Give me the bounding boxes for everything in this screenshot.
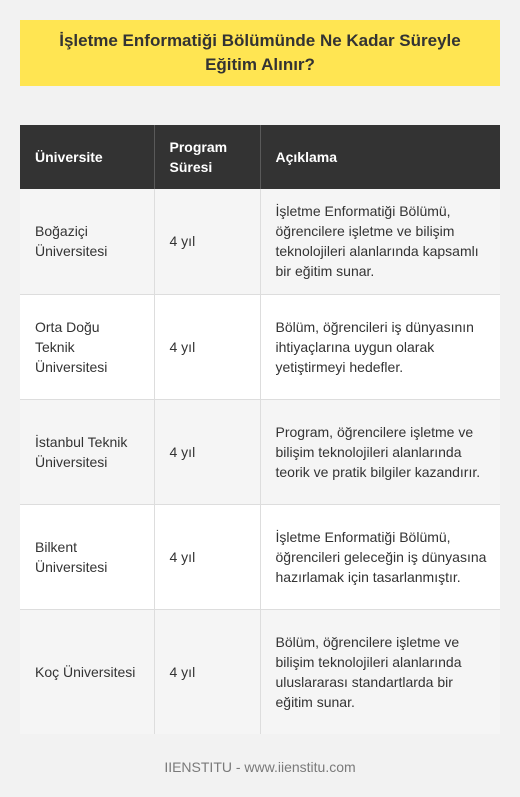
- table-row: [20, 504, 500, 609]
- table-row: [20, 294, 500, 399]
- table-row: [20, 609, 500, 734]
- description-cell: Bölüm, öğrencilere işletme ve bilişim teknolojileri alanlarında uluslararası standartlarda bir eğitim sunar.: [260, 609, 500, 734]
- header-duration: Program Süresi: [154, 125, 260, 189]
- footer-credit: IIENSTITU - www.iienstitu.com: [164, 759, 356, 775]
- university-cell: Bilkent Üniversitesi: [20, 504, 154, 609]
- table-header-row: [20, 125, 500, 189]
- description-cell: İşletme Enformatiği Bölümü, öğrencileri geleceğin iş dünyasına hazırlamak için tasarlanmıştır.: [260, 504, 500, 609]
- duration-cell: 4 yıl: [154, 189, 260, 294]
- duration-cell: 4 yıl: [154, 294, 260, 399]
- duration-cell: 4 yıl: [154, 504, 260, 609]
- university-cell: Orta Doğu Teknik Üniversitesi: [20, 294, 154, 399]
- university-cell: İstanbul Teknik Üniversitesi: [20, 399, 154, 504]
- header-university: Üniversite: [20, 125, 154, 189]
- duration-cell: 4 yıl: [154, 609, 260, 734]
- table-row: [20, 399, 500, 504]
- description-cell: İşletme Enformatiği Bölümü, öğrencilere işletme ve bilişim teknolojileri alanlarında kapsamlı bir eğitim sunar.: [260, 189, 500, 294]
- university-cell: Koç Üniversitesi: [20, 609, 154, 734]
- page-title-box: [20, 20, 500, 86]
- table-row: [20, 189, 500, 294]
- university-table: [20, 125, 500, 734]
- page-title: İşletme Enformatiği Bölümünde Ne Kadar Süreyle Eğitim Alınır?: [59, 31, 461, 74]
- header-description: Açıklama: [260, 125, 500, 189]
- duration-cell: 4 yıl: [154, 399, 260, 504]
- description-cell: Program, öğrencilere işletme ve bilişim teknolojileri alanlarında teorik ve pratik bilgiler kazandırır.: [260, 399, 500, 504]
- university-cell: Boğaziçi Üniversitesi: [20, 189, 154, 294]
- description-cell: Bölüm, öğrencileri iş dünyasının ihtiyaçlarına uygun olarak yetiştirmeyi hedefler.: [260, 294, 500, 399]
